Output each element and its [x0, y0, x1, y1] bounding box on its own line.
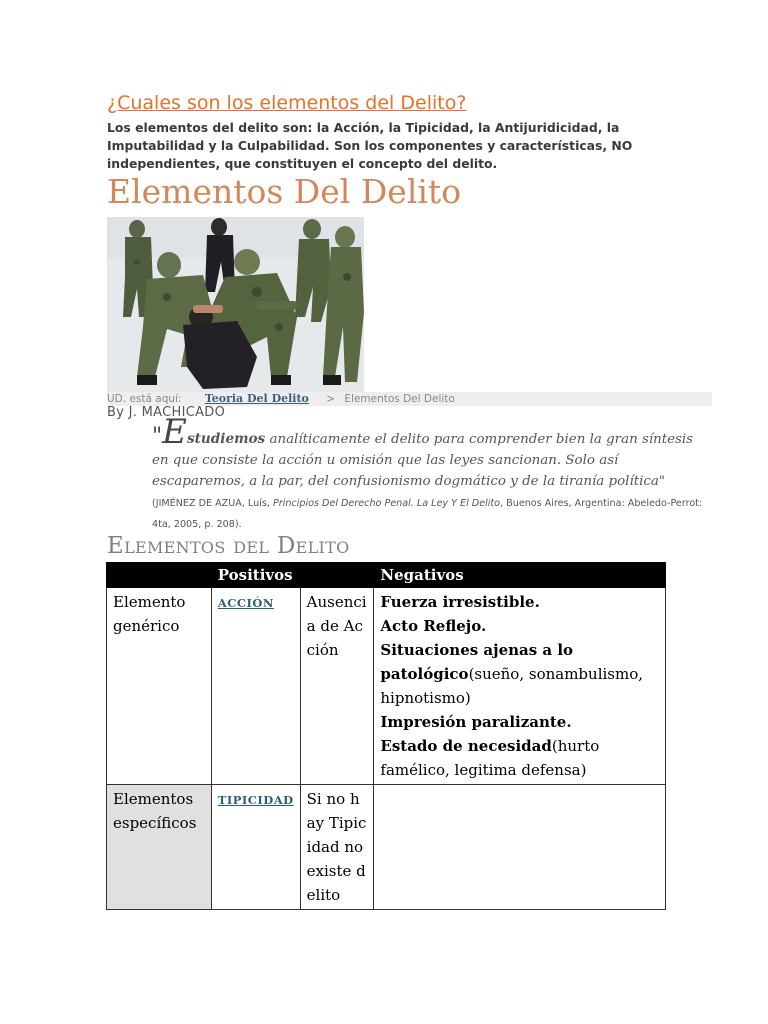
citation-rest: , Buenos Aires, Argentina: Abeledo-Perrot: 4ta, 2005, p. 208).	[152, 498, 703, 530]
negative-cell: Si no hay Tipicidad no existe delito	[300, 785, 374, 910]
positive-cell	[211, 785, 300, 910]
quote-body: analíticamente el delito para comprender bien la gran síntesis en que consiste la acción u omisión que las leyes sancionan. Solo así escaparemos, a la par, del confusionismo dogmático y de la tiranía política"	[152, 432, 694, 489]
elements-table	[106, 562, 666, 910]
question-link[interactable]: ¿Cuales son los elementos del Delito?	[107, 92, 467, 114]
citation-title: Principios Del Derecho Penal. La Ley Y El Delito	[272, 498, 501, 509]
header-negativos: Negativos	[374, 563, 666, 588]
positive-cell	[211, 588, 300, 785]
tipicidad-link[interactable]: TIPICIDAD	[217, 793, 294, 807]
negative-cell: Ausencia de Acción	[300, 588, 374, 785]
citation-author: (JIMÉNEZ DE AZUA, Luís,	[152, 498, 273, 509]
breadcrumb	[107, 392, 712, 406]
quote-first-word: studiemos	[186, 431, 266, 447]
table-row	[107, 588, 666, 785]
table-row	[107, 785, 666, 910]
header-empty-cell-2	[300, 563, 374, 588]
breadcrumb-lead: UD. está aquí:	[107, 393, 182, 405]
breadcrumb-current: Elementos Del Delito	[344, 393, 455, 405]
detail-impresion: Impresión paralizante.	[380, 713, 572, 731]
page-title: Elementos Del Delito	[107, 172, 462, 211]
negative-details-cell	[374, 785, 666, 910]
quote-open-mark: "	[152, 424, 163, 449]
soldiers-photo-illustration	[107, 217, 364, 392]
breadcrumb-separator: >	[326, 393, 336, 405]
detail-estado: Estado de necesidad(hurto famélico, legitima defensa)	[380, 737, 600, 779]
header-positivos: Positivos	[211, 563, 300, 588]
detail-fuerza: Fuerza irresistible.	[380, 593, 540, 611]
quote-drop-initial: E	[162, 412, 187, 452]
detail-situaciones: Situaciones ajenas a lo patológico(sueño, sonambulismo, hipnotismo)	[380, 641, 644, 707]
row-label-especificos: Elementos específicos	[107, 785, 212, 910]
intro-paragraph: Los elementos del delito son: la Acción, la Tipicidad, la Antijuridicidad, la Imputabilidad y la Culpabilidad. Son los componentes y características, NO independientes, que constituyen el concepto del delito.	[107, 120, 633, 171]
accion-link[interactable]: ACCIÓN	[217, 596, 274, 610]
breadcrumb-link-teoria[interactable]: Teoria Del Delito	[204, 392, 309, 405]
row-label-generico: Elemento genérico	[107, 588, 212, 785]
detail-acto-reflejo: Acto Reflejo.	[380, 617, 487, 635]
epigraph-quote	[152, 412, 712, 534]
negative-details-cell	[374, 588, 666, 785]
header-empty-cell	[107, 563, 212, 588]
soldiers-photo	[107, 217, 364, 392]
section-title: Elementos del Delito	[107, 533, 350, 559]
author-byline: By J. MACHICADO	[107, 405, 226, 420]
table-header-row	[107, 563, 666, 588]
quote-citation	[152, 498, 702, 530]
